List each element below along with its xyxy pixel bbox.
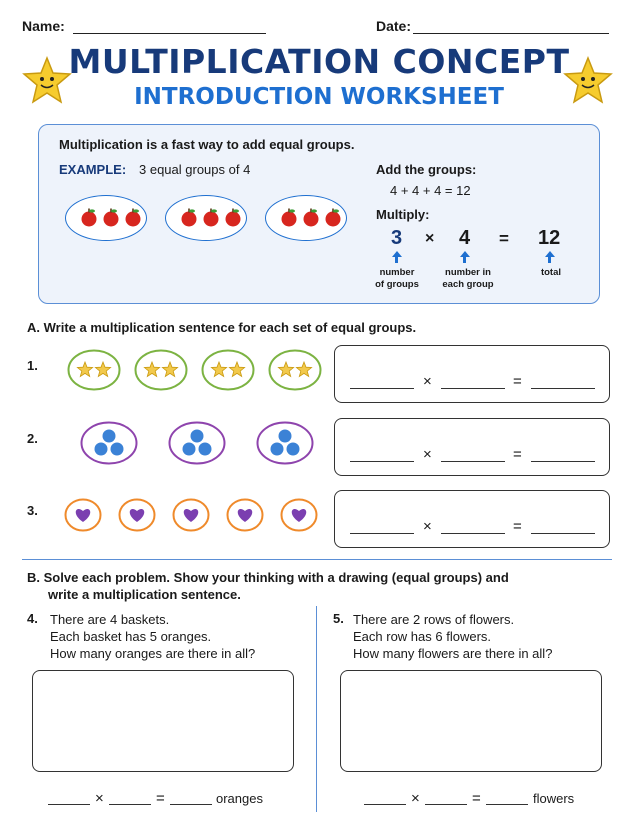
problem-4-text bbox=[50, 611, 255, 662]
apple-icon bbox=[323, 207, 343, 227]
column-divider bbox=[316, 606, 317, 812]
apple-icon bbox=[279, 207, 299, 227]
p5-equals: = bbox=[472, 790, 481, 807]
section-b-heading-line2: write a multiplication sentence. bbox=[48, 587, 241, 602]
example-intro: Multiplication is a fast way to add equal groups. bbox=[59, 137, 355, 152]
dot-icon bbox=[199, 443, 212, 456]
dot-icon bbox=[95, 443, 108, 456]
apple-icon bbox=[201, 207, 221, 227]
answer-blank[interactable] bbox=[350, 533, 414, 534]
equals-sign: = bbox=[499, 229, 509, 248]
p5-blank-2[interactable] bbox=[425, 804, 467, 805]
apple-icon bbox=[79, 207, 99, 227]
problem-4-line3: How many oranges are there in all? bbox=[50, 646, 256, 661]
problem-4-number: 4. bbox=[27, 611, 38, 626]
caption-size-line2: each group bbox=[442, 279, 494, 290]
answer-box-2[interactable] bbox=[334, 418, 610, 476]
star-group-oval bbox=[67, 349, 121, 391]
dot-icon bbox=[111, 443, 124, 456]
times-sign: × bbox=[425, 230, 435, 247]
answer-blank[interactable] bbox=[441, 533, 505, 534]
problem-1-number: 1. bbox=[27, 358, 38, 373]
product: 12 bbox=[538, 227, 561, 249]
arrow-stem bbox=[463, 257, 466, 263]
dot-icon bbox=[183, 443, 196, 456]
problem-4-line2: Each basket has 5 oranges. bbox=[50, 629, 212, 644]
operator-sign: × bbox=[423, 518, 432, 535]
example-box bbox=[38, 124, 600, 304]
page-subtitle: INTRODUCTION WORKSHEET bbox=[134, 84, 504, 110]
apple-icon bbox=[123, 207, 143, 227]
heart-group-oval bbox=[226, 498, 264, 532]
operator-sign: = bbox=[513, 446, 522, 463]
date-label: Date: bbox=[376, 18, 412, 34]
p4-blank-1[interactable] bbox=[48, 804, 90, 805]
dot-icon bbox=[103, 430, 116, 443]
caption-size bbox=[435, 267, 501, 291]
heart-group-oval bbox=[172, 498, 210, 532]
problem-5-line1: There are 2 rows of flowers. bbox=[353, 612, 515, 627]
problem-5-line2: Each row has 6 flowers. bbox=[353, 629, 492, 644]
star-group-oval bbox=[201, 349, 255, 391]
star-group-oval bbox=[134, 349, 188, 391]
arrow-stem bbox=[395, 257, 398, 263]
multiply-label: Multiply: bbox=[376, 207, 430, 222]
heart-group-oval bbox=[280, 498, 318, 532]
answer-blank[interactable] bbox=[531, 533, 595, 534]
apple-icon bbox=[223, 207, 243, 227]
section-a-heading: A. Write a multiplication sentence for each set of equal groups. bbox=[27, 320, 417, 335]
circle-group-oval bbox=[256, 421, 314, 465]
p5-blank-3[interactable] bbox=[486, 804, 528, 805]
p4-blank-2[interactable] bbox=[109, 804, 151, 805]
problem-5-line3: How many flowers are there in all? bbox=[353, 646, 553, 661]
dot-icon bbox=[279, 430, 292, 443]
answer-blank[interactable] bbox=[441, 388, 505, 389]
problem-5-text bbox=[353, 611, 552, 662]
p5-unit: flowers bbox=[533, 791, 575, 806]
answer-blank[interactable] bbox=[350, 461, 414, 462]
section-divider bbox=[22, 559, 612, 560]
answer-blank[interactable] bbox=[350, 388, 414, 389]
operator-sign: × bbox=[423, 446, 432, 463]
arrow-stem bbox=[548, 257, 551, 263]
dot-icon bbox=[191, 430, 204, 443]
heart-group-oval bbox=[118, 498, 156, 532]
problem-3-number: 3. bbox=[27, 503, 38, 518]
add-equation: 4 + 4 + 4 = 12 bbox=[390, 183, 471, 198]
p4-equals: = bbox=[156, 790, 165, 807]
problem-2-number: 2. bbox=[27, 431, 38, 446]
work-area-4[interactable] bbox=[32, 670, 294, 772]
page-title: MULTIPLICATION CONCEPT bbox=[68, 42, 570, 81]
date-field[interactable] bbox=[413, 33, 609, 34]
circle-group-oval bbox=[168, 421, 226, 465]
star-group-oval bbox=[268, 349, 322, 391]
add-label: Add the groups: bbox=[376, 162, 477, 177]
caption-groups-line1: number bbox=[379, 267, 415, 278]
operator-sign: = bbox=[513, 373, 522, 390]
apple-icon bbox=[101, 207, 121, 227]
name-field[interactable] bbox=[73, 33, 266, 34]
example-label: EXAMPLE: bbox=[59, 162, 127, 177]
name-label: Name: bbox=[22, 18, 65, 34]
p4-blank-3[interactable] bbox=[170, 804, 212, 805]
answer-box-1[interactable] bbox=[334, 345, 610, 403]
operator-sign: × bbox=[423, 373, 432, 390]
heart-group-oval bbox=[64, 498, 102, 532]
caption-groups bbox=[367, 267, 427, 291]
p5-times: × bbox=[411, 790, 420, 807]
apple-icon bbox=[179, 207, 199, 227]
factor-groups: 3 bbox=[391, 227, 403, 249]
circle-group-oval bbox=[80, 421, 138, 465]
dot-icon bbox=[287, 443, 300, 456]
section-b-heading-line1: B. Solve each problem. Show your thinking with a drawing (equal groups) and bbox=[27, 570, 509, 585]
p4-times: × bbox=[95, 790, 104, 807]
caption-groups-line2: of groups bbox=[375, 279, 419, 290]
answer-blank[interactable] bbox=[441, 461, 505, 462]
caption-total: total bbox=[540, 267, 562, 278]
problem-4-line1: There are 4 baskets. bbox=[50, 612, 170, 627]
p4-unit: oranges bbox=[216, 791, 263, 806]
work-area-5[interactable] bbox=[340, 670, 602, 772]
example-text: 3 equal groups of 4 bbox=[139, 162, 251, 177]
apple-icon bbox=[301, 207, 321, 227]
problem-5-number: 5. bbox=[333, 611, 344, 626]
section-b-heading bbox=[27, 569, 509, 603]
answer-blank[interactable] bbox=[531, 388, 595, 389]
dot-icon bbox=[271, 443, 284, 456]
factor-size: 4 bbox=[459, 227, 471, 249]
answer-box-3[interactable] bbox=[334, 490, 610, 548]
p5-blank-1[interactable] bbox=[364, 804, 406, 805]
answer-blank[interactable] bbox=[531, 461, 595, 462]
caption-size-line1: number in bbox=[445, 267, 491, 278]
operator-sign: = bbox=[513, 518, 522, 535]
